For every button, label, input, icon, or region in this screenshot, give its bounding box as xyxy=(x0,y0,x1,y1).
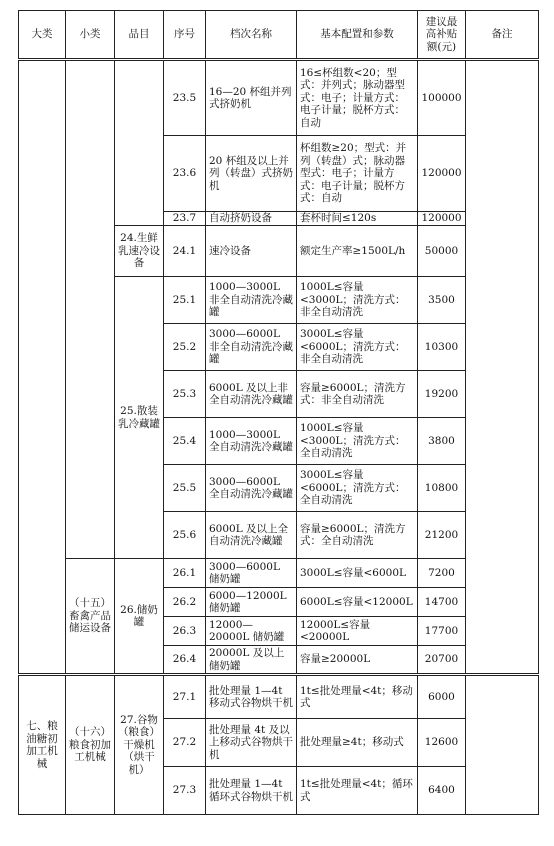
config-cell: 1000L≤容量<3000L；清洗方式：全自动清洗 xyxy=(297,418,418,465)
subsidy-cell: 10800 xyxy=(418,465,466,512)
grade-cell: 6000L 及以上非全自动清洗冷藏罐 xyxy=(206,371,297,418)
config-cell: 1t≤批处理量<4t；循环式 xyxy=(297,767,418,815)
grade-cell: 1000—3000L 非全自动清洗冷藏罐 xyxy=(206,277,297,324)
grade-cell: 6000—12000L 储奶罐 xyxy=(206,588,297,617)
grade-cell: 速冷设备 xyxy=(206,226,297,277)
header-serial: 序号 xyxy=(164,11,206,60)
grade-cell: 12000—20000L 储奶罐 xyxy=(206,617,297,646)
serial-cell: 25.6 xyxy=(164,512,206,559)
config-cell: 3000L≤容量<6000L；清洗方式：非全自动清洗 xyxy=(297,324,418,371)
remark-cell xyxy=(466,60,539,675)
config-cell: 额定生产率≥1500L/h xyxy=(297,226,418,277)
subsidy-cell: 3800 xyxy=(418,418,466,465)
config-cell: 杯组数≥20；型式：并列（转盘）式；脉动器型式：电子；计量方式：电子计量；脱杯方式：自动 xyxy=(297,136,418,212)
header-config: 基本配置和参数 xyxy=(297,11,418,60)
subsidy-cell: 7200 xyxy=(418,559,466,588)
subsidy-cell: 3500 xyxy=(418,277,466,324)
subsidy-cell: 19200 xyxy=(418,371,466,418)
serial-cell: 25.1 xyxy=(164,277,206,324)
config-cell: 3000L≤容量<6000L xyxy=(297,559,418,588)
config-cell: 容量≥20000L xyxy=(297,646,418,675)
subsidy-cell: 100000 xyxy=(418,60,466,136)
subsidy-cell: 120000 xyxy=(418,212,466,226)
subsidy-cell: 6400 xyxy=(418,767,466,815)
config-cell: 容量≥6000L；清洗方式：非全自动清洗 xyxy=(297,371,418,418)
config-cell: 批处理量≥4t；移动式 xyxy=(297,719,418,767)
header-item: 品目 xyxy=(115,11,164,60)
item-25-cell: 25.散装乳冷藏罐 xyxy=(115,277,164,559)
grade-cell: 自动挤奶设备 xyxy=(206,212,297,226)
item-cell xyxy=(115,60,164,226)
serial-cell: 25.3 xyxy=(164,371,206,418)
serial-cell: 23.7 xyxy=(164,212,206,226)
header-subcategory: 小类 xyxy=(66,11,115,60)
grade-cell: 3000—6000L 储奶罐 xyxy=(206,559,297,588)
subsidy-cell: 20700 xyxy=(418,646,466,675)
subcategory-15-cell: （十五）畜禽产品储运设备 xyxy=(66,559,115,675)
config-cell: 16≤杯组数<20；型式：并列式；脉动器型式：电子；计量方式：电子计量；脱杯方式：自动 xyxy=(297,60,418,136)
subsidy-cell: 6000 xyxy=(418,675,466,719)
grade-cell: 6000L 及以上全自动清洗冷藏罐 xyxy=(206,512,297,559)
config-cell: 1000L≤容量<3000L；清洗方式：非全自动清洗 xyxy=(297,277,418,324)
subsidy-cell: 12600 xyxy=(418,719,466,767)
serial-cell: 26.4 xyxy=(164,646,206,675)
grade-cell: 20000L 及以上储奶罐 xyxy=(206,646,297,675)
serial-cell: 23.5 xyxy=(164,60,206,136)
serial-cell: 25.5 xyxy=(164,465,206,512)
table-row xyxy=(19,559,539,588)
table-row xyxy=(19,675,539,719)
config-cell: 12000L≤容量<20000L xyxy=(297,617,418,646)
config-cell: 套杯时间≤120s xyxy=(297,212,418,226)
config-cell: 6000L≤容量<12000L xyxy=(297,588,418,617)
serial-cell: 26.2 xyxy=(164,588,206,617)
category-cell xyxy=(19,60,66,675)
grade-cell: 3000—6000L 全自动清洗冷藏罐 xyxy=(206,465,297,512)
grade-cell: 16—20 杯组并列式挤奶机 xyxy=(206,60,297,136)
subsidy-cell: 21200 xyxy=(418,512,466,559)
item-27-cell: 27.谷物（粮食）干燥机（烘干机） xyxy=(115,675,164,815)
header-subsidy: 建议最高补贴额(元) xyxy=(418,11,466,60)
grade-cell: 批处理量 4t 及以上移动式谷物烘干机 xyxy=(206,719,297,767)
category-7-cell: 七、粮油糖初加工机械 xyxy=(19,675,66,815)
grade-cell: 批处理量 1—4t 循环式谷物烘干机 xyxy=(206,767,297,815)
item-24-cell: 24.生鲜乳速冷设备 xyxy=(115,226,164,277)
subsidy-cell: 14700 xyxy=(418,588,466,617)
config-cell: 3000L≤容量<6000L；清洗方式：全自动清洗 xyxy=(297,465,418,512)
serial-cell: 27.2 xyxy=(164,719,206,767)
grade-cell: 批处理量 1—4t 移动式谷物烘干机 xyxy=(206,675,297,719)
header-category: 大类 xyxy=(19,11,66,60)
serial-cell: 27.1 xyxy=(164,675,206,719)
remark-cell xyxy=(466,675,539,815)
grade-cell: 20 杯组及以上并列（转盘）式挤奶机 xyxy=(206,136,297,212)
header-grade: 档次名称 xyxy=(206,11,297,60)
subsidy-cell: 10300 xyxy=(418,324,466,371)
config-cell: 1t≤批处理量<4t；移动式 xyxy=(297,675,418,719)
subsidy-cell: 50000 xyxy=(418,226,466,277)
subcategory-16-cell: （十六）粮食初加工机械 xyxy=(66,675,115,815)
subcategory-cell xyxy=(66,60,115,559)
subsidy-cell: 17700 xyxy=(418,617,466,646)
serial-cell: 25.4 xyxy=(164,418,206,465)
header-remark: 备注 xyxy=(466,11,539,60)
table-row xyxy=(19,60,539,136)
grade-cell: 1000—3000L 全自动清洗冷藏罐 xyxy=(206,418,297,465)
serial-cell: 26.1 xyxy=(164,559,206,588)
serial-cell: 26.3 xyxy=(164,617,206,646)
item-26-cell: 26.储奶罐 xyxy=(115,559,164,675)
serial-cell: 23.6 xyxy=(164,136,206,212)
config-cell: 容量≥6000L；清洗方式：全自动清洗 xyxy=(297,512,418,559)
serial-cell: 24.1 xyxy=(164,226,206,277)
subsidy-cell: 120000 xyxy=(418,136,466,212)
subsidy-table xyxy=(18,10,539,815)
grade-cell: 3000—6000L 非全自动清洗冷藏罐 xyxy=(206,324,297,371)
serial-cell: 27.3 xyxy=(164,767,206,815)
serial-cell: 25.2 xyxy=(164,324,206,371)
